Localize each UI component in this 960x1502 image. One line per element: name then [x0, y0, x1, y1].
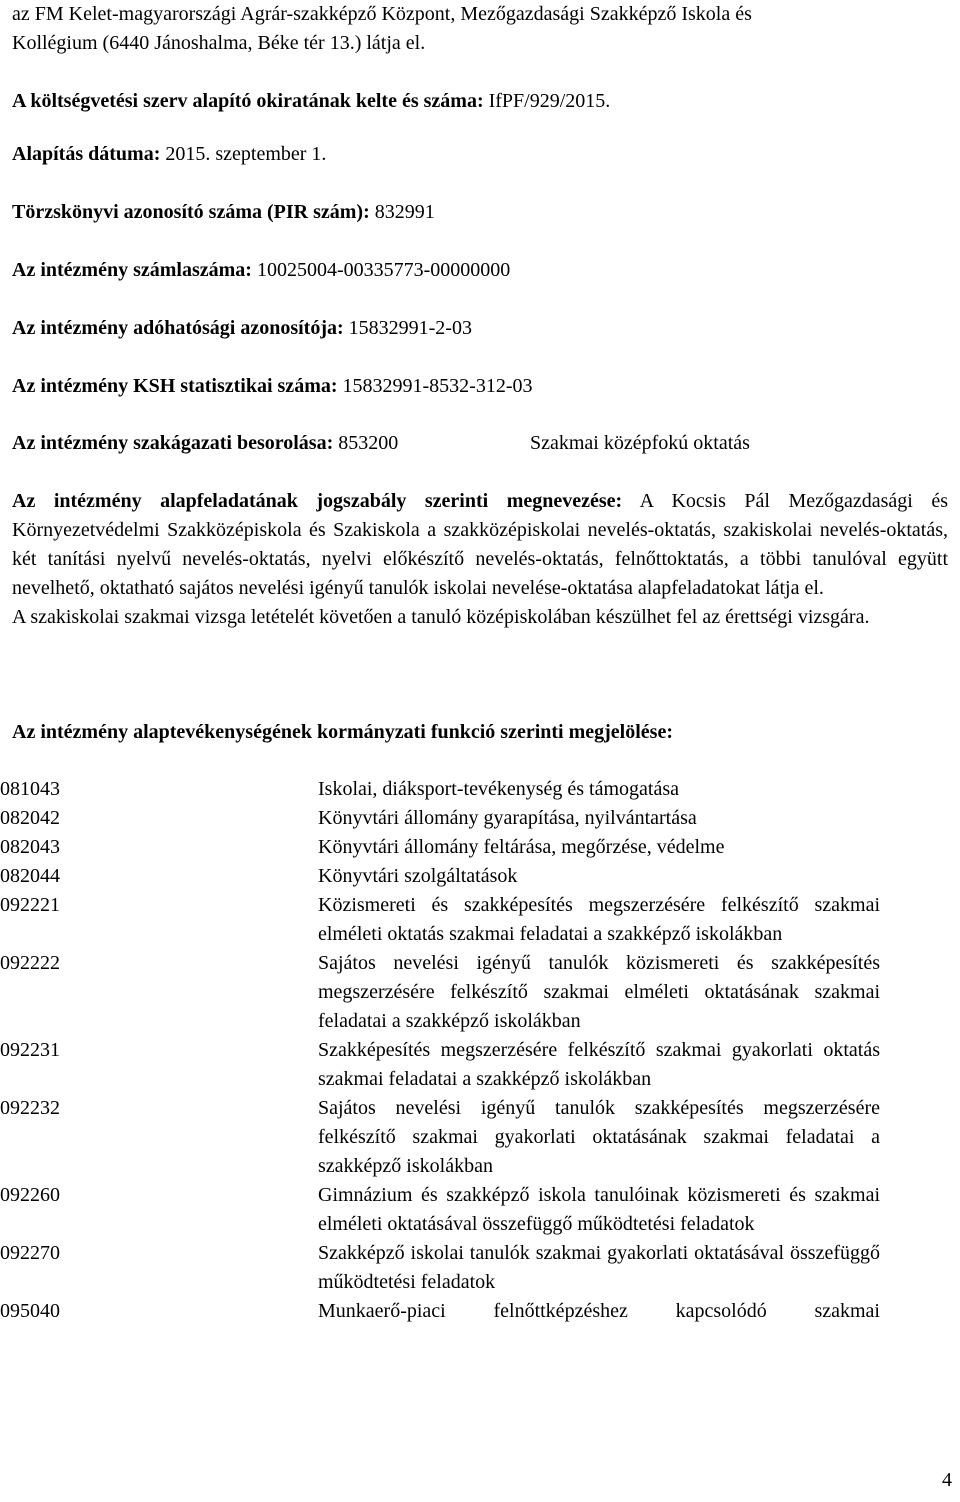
function-desc: Iskolai, diáksport-tevékenység és támogatása [318, 778, 679, 800]
main-task-paragraph [12, 487, 948, 603]
function-code: 082044 [0, 865, 60, 887]
function-row [0, 1036, 906, 1094]
ksh-line [12, 372, 533, 401]
account-value: 10025004-00335773-00000000 [251, 259, 511, 281]
main-task-extra: A szakiskolai szakmai vizsga letételét követően a tanuló középiskolában készülhet fel az érettségi vizsgára. [12, 606, 870, 628]
function-row [0, 804, 906, 833]
sector-line [12, 429, 948, 458]
intro-line-1: az FM Kelet-magyarországi Agrár-szakképző Központ, Mezőgazdasági Szakképző Iskola és [12, 3, 752, 25]
founding-doc-label: A költségvetési szerv alapító okiratának kelte és száma: [12, 90, 484, 112]
tax-line [12, 314, 472, 343]
pir-label: Törzskönyvi azonosító száma (PIR szám): [12, 201, 370, 223]
account-label: Az intézmény számlaszáma: [12, 259, 252, 281]
function-desc: Könyvtári szolgáltatások [318, 865, 518, 887]
pir-value: 832991 [369, 201, 435, 223]
founding-date-label: Alapítás dátuma: [12, 143, 161, 165]
founding-doc-line [12, 87, 610, 116]
functions-heading-text: Az intézmény alaptevékenységének kormányzati funkció szerinti megjelölése: [12, 721, 673, 743]
function-row [0, 949, 906, 1036]
function-code: 092260 [0, 1184, 60, 1206]
pir-line [12, 198, 435, 227]
ksh-value: 15832991-8532-312-03 [337, 375, 533, 397]
tax-value: 15832991-2-03 [343, 317, 472, 339]
function-desc: Könyvtári állomány gyarapítása, nyilvántartása [318, 807, 697, 829]
function-desc: Könyvtári állomány feltárása, megőrzése, védelme [318, 836, 725, 858]
function-code: 092231 [0, 1039, 60, 1061]
main-task-label: Az intézmény alapfeladatának jogszabály szerinti megnevezése: [12, 490, 623, 512]
function-code: 092222 [0, 952, 60, 974]
function-code: 082042 [0, 807, 60, 829]
function-desc: Munkaerő-piaci felnőttképzéshez kapcsolódó szakmai [318, 1300, 880, 1322]
intro-line-2: Kollégium (6440 Jánoshalma, Béke tér 13.) látja el. [12, 32, 426, 54]
account-line [12, 256, 510, 285]
function-code: 081043 [0, 778, 60, 800]
function-desc: Szakképesítés megszerzésére felkészítő szakmai gyakorlati oktatás szakmai feladatai a szakképző iskolákban [318, 1039, 880, 1090]
founding-doc-value: IfPF/929/2015. [483, 90, 611, 112]
function-row [0, 891, 906, 949]
function-row [0, 775, 906, 804]
page-number: 4 [942, 1469, 952, 1491]
function-code: 092221 [0, 894, 60, 916]
function-row [0, 862, 906, 891]
functions-heading [12, 718, 673, 747]
function-row [0, 1094, 906, 1181]
function-desc: Sajátos nevelési igényű tanulók közismereti és szakképesítés megszerzésére felkészítő szakmai elméleti oktatásának szakmai feladatai a szakképző iskolákban [318, 952, 880, 1032]
main-task-block [12, 487, 948, 632]
function-code: 092270 [0, 1242, 60, 1264]
function-row [0, 1181, 906, 1239]
ksh-label: Az intézmény KSH statisztikai száma: [12, 375, 338, 397]
function-row [0, 833, 906, 862]
main-task-text: A Kocsis Pál Mezőgazdasági és Környezetvédelmi Szakközépiskola és Szakiskola a szakközépiskolai nevelés-oktatás, szakiskolai nevelés-oktatás, két tanítási nyelvű nevelés-oktatás, nyelvi előkészítő nevelés-oktatás, felnőttoktatás, a többi tanulóval együtt nevelhető, oktatható sajátos nevelési igényű tanulók iskolai nevelése-oktatása alapfeladatokat látja el. [12, 490, 949, 599]
founding-date-value: 2015. szeptember 1. [160, 143, 327, 165]
functions-table [0, 775, 906, 1326]
sector-name: Szakmai középfokú oktatás [530, 432, 750, 454]
function-desc: Gimnázium és szakképző iskola tanulóinak közismereti és szakmai elméleti oktatásával összefüggő működtetési feladatok [318, 1184, 880, 1235]
sector-label: Az intézmény szakágazati besorolása: [12, 432, 334, 454]
founding-date-line [12, 140, 326, 169]
function-code: 092232 [0, 1097, 60, 1119]
function-desc: Közismereti és szakképesítés megszerzésére felkészítő szakmai elméleti oktatás szakmai feladatai a szakképző iskolákban [318, 894, 880, 945]
tax-label: Az intézmény adóhatósági azonosítója: [12, 317, 344, 339]
function-desc: Sajátos nevelési igényű tanulók szakképesítés megszerzésére felkészítő szakmai gyakorlati oktatásának szakmai feladatai a szakképző iskolákban [318, 1097, 880, 1177]
function-code: 082043 [0, 836, 60, 858]
function-desc: Szakképző iskolai tanulók szakmai gyakorlati oktatásával összefüggő működtetési feladatok [318, 1242, 880, 1293]
sector-code: 853200 [333, 432, 399, 454]
function-code: 095040 [0, 1300, 60, 1322]
function-row [0, 1297, 906, 1326]
function-row [0, 1239, 906, 1297]
